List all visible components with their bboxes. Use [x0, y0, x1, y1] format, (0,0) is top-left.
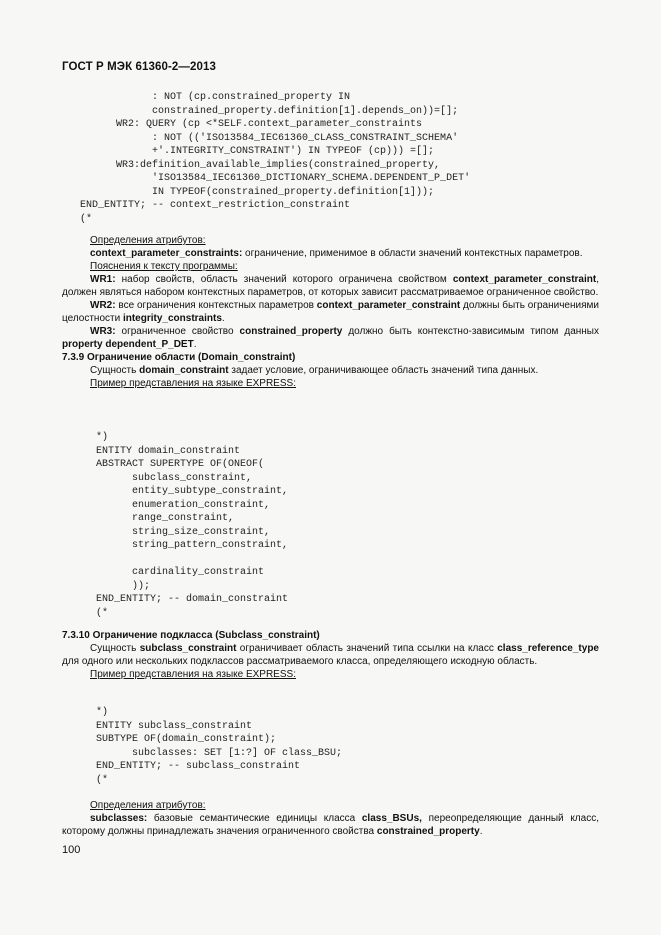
code-block-subclass-constraint: *) ENTITY subclass_constraint SUBTYPE OF(domain_constraint); subclasses: SET [1:?] OF class_BSU; END_ENTITY; -- subclass_constraint (*	[96, 707, 343, 786]
express-example-heading-2: Пример представления на языке EXPRESS:	[90, 669, 296, 680]
wr1-explanation: WR1: набор свойств, область значений которого ограничена свойством context_parameter_constraint, должен являться набором контекстных параметров, от которых зависит рассматриваемое ограниченное свойство.	[62, 274, 599, 298]
express-example-heading: Пример представления на языке EXPRESS:	[90, 378, 296, 389]
subclasses-definition: subclasses: базовые семантические единицы класса class_BSUs, переопределяющие данный класс, которому должны принадлежать значения ограниченного свойства constrained_property.	[62, 813, 599, 837]
attributes-heading: Определения атрибутов:	[90, 235, 206, 246]
attributes-heading-2: Определения атрибутов:	[90, 800, 206, 811]
attribute-definition: context_parameter_constraints: ограничение, применимое в области значений контекстных параметров.	[90, 248, 583, 259]
standard-header: ГОСТ Р МЭК 61360-2—2013	[62, 61, 216, 73]
wr3-explanation: WR3: ограниченное свойство constrained_property должно быть контекстно-зависимым типом данных property dependent_P_DET.	[62, 326, 599, 350]
section-7-3-9-heading: 7.3.9 Ограничение области (Domain_constraint)	[62, 352, 296, 363]
subclass-constraint-description: Сущность subclass_constraint ограничивает область значений типа ссылки на класс class_reference_type для одного или нескольких подклассов рассматриваемого класса, определяющего искодную область.	[62, 643, 599, 667]
subclass-attributes	[62, 799, 599, 838]
code-block-wr-rules: : NOT (cp.constrained_property IN constrained_property.definition[1].depends_on))=[]; WR2: QUERY (cp <*SELF.context_parameter_constraints : NOT (('ISO13584_IEC61360_CLASS_CONSTRAINT_SCHEMA' +'.INTEGRITY_CONSTRAINT') IN TYPEOF (cp))) =[]; WR3:definition_available_implies(constrained_property, 'ISO13584_IEC61360_DICTIONARY_SCHEMA.DEPENDENT_P_DET' IN TYPEOF(constrained_property.definition[1])); END_ENTITY; -- context_restriction_constraint (*	[62, 92, 471, 225]
wr2-explanation: WR2: все ограничения контекстных параметров context_parameter_constraint должны быть ограничениями целостности integrity_constraints.	[62, 300, 599, 324]
section-7-3-10	[62, 629, 599, 681]
section-7-3-10-heading: 7.3.10 Ограничение подкласса (Subclass_constraint)	[62, 630, 320, 641]
explanations-heading: Пояснения к тексту программы:	[90, 261, 238, 272]
domain-constraint-description: Сущность domain_constraint задает условие, ограничивающее область значений типа данных.	[90, 365, 539, 376]
attributes-and-explanations	[62, 234, 599, 390]
code-block-domain-constraint: *) ENTITY domain_constraint ABSTRACT SUPERTYPE OF(ONEOF( subclass_constraint, entity_subtype_constraint, enumeration_constraint, range_constraint, string_size_constraint, string_pattern_constraint, cardinality_constraint )); END_ENTITY; -- domain_constraint (*	[96, 432, 289, 619]
page-number: 100	[62, 844, 81, 856]
